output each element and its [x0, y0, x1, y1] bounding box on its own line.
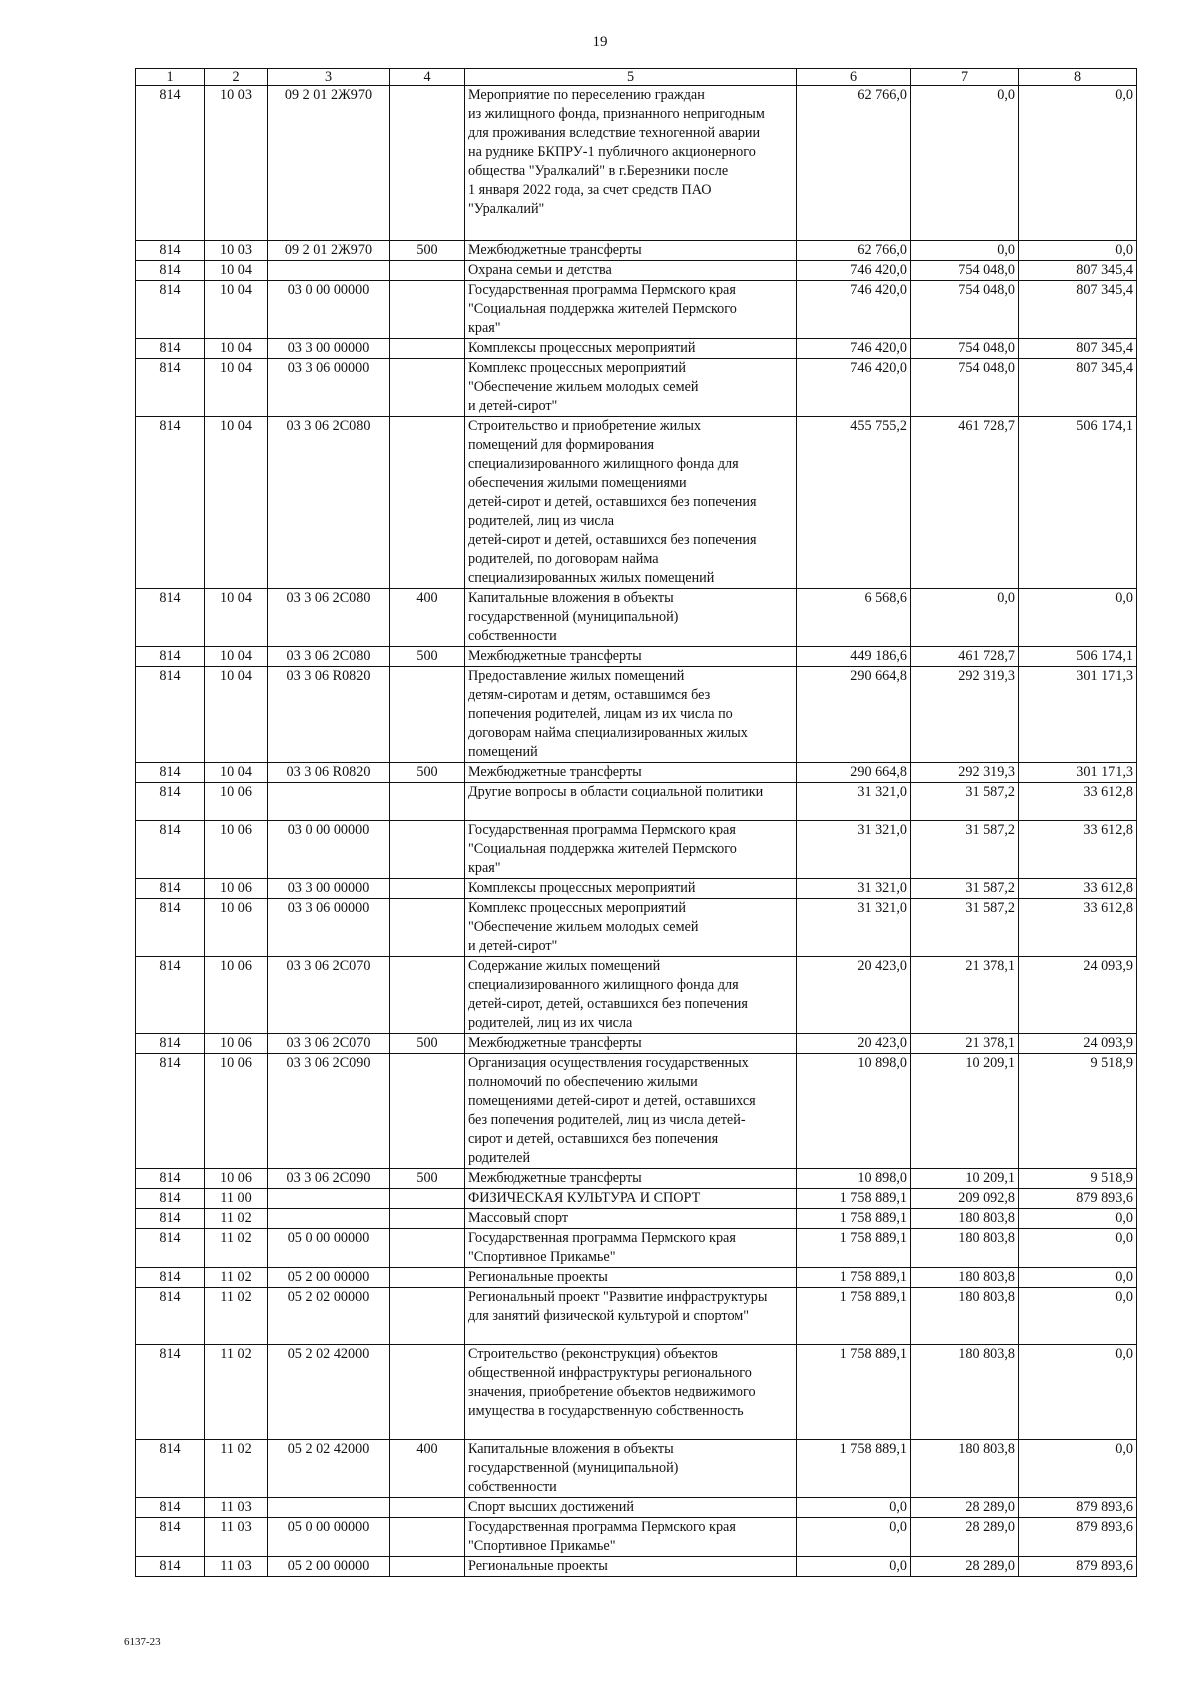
- table-row: [136, 1345, 1137, 1440]
- description-cell: Региональные проекты: [465, 1268, 797, 1288]
- amount-year3-cell: 24 093,9: [1019, 1034, 1137, 1054]
- code-admin-cell: 814: [136, 1189, 205, 1209]
- expense-type-cell: [390, 821, 465, 879]
- amount-year3-cell: 33 612,8: [1019, 899, 1137, 957]
- description-cell: Строительство и приобретение жилых помещений для формирования специализированного жилищного фонда для обеспечения жилыми помещениями детей-сирот и детей, оставшихся без попечения родителей, лиц из числа детей-сирот и детей, оставшихся без попечения родителей, по договорам найма специализированных жилых помещений: [465, 417, 797, 589]
- table-row: [136, 417, 1137, 589]
- amount-year3-cell: 301 171,3: [1019, 763, 1137, 783]
- section-cell: 11 02: [205, 1268, 268, 1288]
- amount-year2-cell: 461 728,7: [911, 417, 1019, 589]
- amount-year3-cell: 879 893,6: [1019, 1189, 1137, 1209]
- amount-year1-cell: 1 758 889,1: [797, 1189, 911, 1209]
- code-admin-cell: 814: [136, 281, 205, 339]
- target-article-cell: 03 3 06 R0820: [268, 667, 390, 763]
- description-cell: Капитальные вложения в объекты государственной (муниципальной) собственности: [465, 1440, 797, 1498]
- table-row: [136, 667, 1137, 763]
- code-admin-cell: 814: [136, 1209, 205, 1229]
- code-admin-cell: 814: [136, 957, 205, 1034]
- target-article-cell: 03 3 06 2С080: [268, 589, 390, 647]
- table-body: [136, 86, 1137, 1577]
- expense-type-cell: 400: [390, 1440, 465, 1498]
- target-article-cell: 05 2 02 42000: [268, 1345, 390, 1440]
- column-header: 2: [205, 69, 268, 86]
- amount-year1-cell: 746 420,0: [797, 339, 911, 359]
- code-admin-cell: 814: [136, 1440, 205, 1498]
- table-row: [136, 1189, 1137, 1209]
- table-row: [136, 339, 1137, 359]
- amount-year1-cell: 746 420,0: [797, 261, 911, 281]
- amount-year2-cell: 28 289,0: [911, 1498, 1019, 1518]
- target-article-cell: 03 3 06 2С080: [268, 647, 390, 667]
- section-cell: 10 04: [205, 261, 268, 281]
- code-admin-cell: 814: [136, 783, 205, 821]
- amount-year2-cell: 754 048,0: [911, 359, 1019, 417]
- code-admin-cell: 814: [136, 417, 205, 589]
- section-cell: 10 04: [205, 417, 268, 589]
- amount-year3-cell: 301 171,3: [1019, 667, 1137, 763]
- code-admin-cell: 814: [136, 339, 205, 359]
- column-header: 1: [136, 69, 205, 86]
- table-row: [136, 783, 1137, 821]
- description-cell: Государственная программа Пермского края "Социальная поддержка жителей Пермского края": [465, 821, 797, 879]
- amount-year3-cell: 0,0: [1019, 241, 1137, 261]
- amount-year3-cell: 33 612,8: [1019, 879, 1137, 899]
- amount-year3-cell: 9 518,9: [1019, 1054, 1137, 1169]
- expense-type-cell: 500: [390, 241, 465, 261]
- budget-table: [135, 68, 1137, 1577]
- description-cell: Содержание жилых помещений специализированного жилищного фонда для детей-сирот, детей, оставшихся без попечения родителей, лиц из их числа: [465, 957, 797, 1034]
- code-admin-cell: 814: [136, 1288, 205, 1345]
- amount-year1-cell: 1 758 889,1: [797, 1229, 911, 1268]
- amount-year1-cell: 449 186,6: [797, 647, 911, 667]
- amount-year2-cell: 754 048,0: [911, 281, 1019, 339]
- amount-year1-cell: 1 758 889,1: [797, 1288, 911, 1345]
- table-row: [136, 899, 1137, 957]
- target-article-cell: 05 0 00 00000: [268, 1518, 390, 1557]
- target-article-cell: 03 3 06 2С090: [268, 1054, 390, 1169]
- expense-type-cell: [390, 1498, 465, 1518]
- code-admin-cell: 814: [136, 359, 205, 417]
- description-cell: Государственная программа Пермского края "Спортивное Прикамье": [465, 1518, 797, 1557]
- expense-type-cell: [390, 1189, 465, 1209]
- amount-year2-cell: 31 587,2: [911, 879, 1019, 899]
- description-cell: Массовый спорт: [465, 1209, 797, 1229]
- amount-year1-cell: 10 898,0: [797, 1054, 911, 1169]
- section-cell: 10 06: [205, 879, 268, 899]
- amount-year1-cell: 0,0: [797, 1518, 911, 1557]
- code-admin-cell: 814: [136, 1268, 205, 1288]
- description-cell: Комплексы процессных мероприятий: [465, 879, 797, 899]
- amount-year2-cell: 31 587,2: [911, 783, 1019, 821]
- expense-type-cell: [390, 667, 465, 763]
- amount-year2-cell: 180 803,8: [911, 1440, 1019, 1498]
- target-article-cell: [268, 783, 390, 821]
- section-cell: 10 06: [205, 783, 268, 821]
- target-article-cell: 03 3 06 00000: [268, 899, 390, 957]
- amount-year1-cell: 20 423,0: [797, 1034, 911, 1054]
- target-article-cell: 03 3 06 2С090: [268, 1169, 390, 1189]
- description-cell: Межбюджетные трансферты: [465, 647, 797, 667]
- amount-year1-cell: 31 321,0: [797, 821, 911, 879]
- amount-year3-cell: 24 093,9: [1019, 957, 1137, 1034]
- amount-year1-cell: 0,0: [797, 1557, 911, 1577]
- section-cell: 11 02: [205, 1345, 268, 1440]
- amount-year3-cell: 879 893,6: [1019, 1498, 1137, 1518]
- section-cell: 11 02: [205, 1440, 268, 1498]
- target-article-cell: [268, 1189, 390, 1209]
- description-cell: Государственная программа Пермского края "Социальная поддержка жителей Пермского края": [465, 281, 797, 339]
- section-cell: 10 04: [205, 339, 268, 359]
- code-admin-cell: 814: [136, 1034, 205, 1054]
- code-admin-cell: 814: [136, 667, 205, 763]
- amount-year2-cell: 0,0: [911, 589, 1019, 647]
- page-number: 19: [592, 34, 608, 50]
- amount-year1-cell: 20 423,0: [797, 957, 911, 1034]
- section-cell: 10 04: [205, 647, 268, 667]
- code-admin-cell: 814: [136, 1054, 205, 1169]
- amount-year1-cell: 31 321,0: [797, 899, 911, 957]
- table-row: [136, 241, 1137, 261]
- amount-year2-cell: 31 587,2: [911, 821, 1019, 879]
- amount-year2-cell: 209 092,8: [911, 1189, 1019, 1209]
- description-cell: ФИЗИЧЕСКАЯ КУЛЬТУРА И СПОРТ: [465, 1189, 797, 1209]
- target-article-cell: 05 2 02 42000: [268, 1440, 390, 1498]
- amount-year1-cell: 31 321,0: [797, 783, 911, 821]
- expense-type-cell: [390, 783, 465, 821]
- column-header: 8: [1019, 69, 1137, 86]
- code-admin-cell: 814: [136, 763, 205, 783]
- target-article-cell: [268, 1498, 390, 1518]
- target-article-cell: 03 3 06 2С070: [268, 957, 390, 1034]
- code-admin-cell: 814: [136, 589, 205, 647]
- expense-type-cell: 400: [390, 589, 465, 647]
- target-article-cell: 03 3 00 00000: [268, 339, 390, 359]
- description-cell: Спорт высших достижений: [465, 1498, 797, 1518]
- table-row: [136, 821, 1137, 879]
- section-cell: 10 03: [205, 241, 268, 261]
- section-cell: 10 06: [205, 1034, 268, 1054]
- description-cell: Организация осуществления государственных полномочий по обеспечению жилыми помещениями детей-сирот и детей, оставшихся без попечения родителей, лиц из числа детей- сирот и детей, оставшихся без попечения родителей: [465, 1054, 797, 1169]
- amount-year1-cell: 1 758 889,1: [797, 1209, 911, 1229]
- amount-year3-cell: 33 612,8: [1019, 821, 1137, 879]
- table-row: [136, 1229, 1137, 1268]
- section-cell: 10 04: [205, 667, 268, 763]
- header-row: [136, 69, 1137, 86]
- amount-year1-cell: 1 758 889,1: [797, 1268, 911, 1288]
- amount-year1-cell: 0,0: [797, 1498, 911, 1518]
- table-row: [136, 1288, 1137, 1345]
- section-cell: 11 00: [205, 1189, 268, 1209]
- table-row: [136, 647, 1137, 667]
- section-cell: 11 03: [205, 1557, 268, 1577]
- code-admin-cell: 814: [136, 879, 205, 899]
- column-header: 7: [911, 69, 1019, 86]
- document-code: 6137-23: [124, 1636, 161, 1648]
- description-cell: Межбюджетные трансферты: [465, 1169, 797, 1189]
- section-cell: 11 02: [205, 1209, 268, 1229]
- amount-year1-cell: 455 755,2: [797, 417, 911, 589]
- amount-year3-cell: 807 345,4: [1019, 339, 1137, 359]
- column-header: 4: [390, 69, 465, 86]
- table-row: [136, 359, 1137, 417]
- amount-year2-cell: 21 378,1: [911, 957, 1019, 1034]
- amount-year3-cell: 0,0: [1019, 1440, 1137, 1498]
- amount-year2-cell: 180 803,8: [911, 1288, 1019, 1345]
- amount-year1-cell: 290 664,8: [797, 763, 911, 783]
- expense-type-cell: [390, 957, 465, 1034]
- section-cell: 10 06: [205, 1054, 268, 1169]
- target-article-cell: 03 3 06 2С080: [268, 417, 390, 589]
- table-row: [136, 1169, 1137, 1189]
- code-admin-cell: 814: [136, 647, 205, 667]
- table-row: [136, 1209, 1137, 1229]
- table-row: [136, 281, 1137, 339]
- amount-year3-cell: 506 174,1: [1019, 417, 1137, 589]
- expense-type-cell: [390, 1229, 465, 1268]
- expense-type-cell: [390, 899, 465, 957]
- section-cell: 10 06: [205, 1169, 268, 1189]
- table-row: [136, 1034, 1137, 1054]
- amount-year1-cell: 31 321,0: [797, 879, 911, 899]
- target-article-cell: 05 2 00 00000: [268, 1557, 390, 1577]
- amount-year1-cell: 290 664,8: [797, 667, 911, 763]
- code-admin-cell: 814: [136, 1229, 205, 1268]
- description-cell: Комплекс процессных мероприятий "Обеспечение жильем молодых семей и детей-сирот": [465, 899, 797, 957]
- amount-year1-cell: 746 420,0: [797, 359, 911, 417]
- description-cell: Региональный проект "Развитие инфраструктуры для занятий физической культурой и спортом": [465, 1288, 797, 1345]
- code-admin-cell: 814: [136, 86, 205, 241]
- expense-type-cell: [390, 879, 465, 899]
- expense-type-cell: [390, 1518, 465, 1557]
- table-row: [136, 957, 1137, 1034]
- amount-year3-cell: 879 893,6: [1019, 1518, 1137, 1557]
- code-admin-cell: 814: [136, 1498, 205, 1518]
- amount-year3-cell: 0,0: [1019, 1345, 1137, 1440]
- section-cell: 10 06: [205, 957, 268, 1034]
- code-admin-cell: 814: [136, 261, 205, 281]
- expense-type-cell: [390, 1557, 465, 1577]
- amount-year2-cell: 292 319,3: [911, 667, 1019, 763]
- amount-year2-cell: 180 803,8: [911, 1229, 1019, 1268]
- amount-year3-cell: 879 893,6: [1019, 1557, 1137, 1577]
- amount-year3-cell: 9 518,9: [1019, 1169, 1137, 1189]
- target-article-cell: 03 3 00 00000: [268, 879, 390, 899]
- section-cell: 10 06: [205, 899, 268, 957]
- target-article-cell: [268, 261, 390, 281]
- amount-year3-cell: 33 612,8: [1019, 783, 1137, 821]
- amount-year1-cell: 62 766,0: [797, 86, 911, 241]
- amount-year2-cell: 461 728,7: [911, 647, 1019, 667]
- description-cell: Комплексы процессных мероприятий: [465, 339, 797, 359]
- column-header: 6: [797, 69, 911, 86]
- target-article-cell: 03 0 00 00000: [268, 821, 390, 879]
- table-row: [136, 1557, 1137, 1577]
- description-cell: Другие вопросы в области социальной политики: [465, 783, 797, 821]
- expense-type-cell: [390, 1268, 465, 1288]
- description-cell: Региональные проекты: [465, 1557, 797, 1577]
- expense-type-cell: [390, 339, 465, 359]
- code-admin-cell: 814: [136, 1169, 205, 1189]
- code-admin-cell: 814: [136, 241, 205, 261]
- amount-year3-cell: 506 174,1: [1019, 647, 1137, 667]
- amount-year2-cell: 28 289,0: [911, 1557, 1019, 1577]
- column-header: 5: [465, 69, 797, 86]
- description-cell: Государственная программа Пермского края "Спортивное Прикамье": [465, 1229, 797, 1268]
- amount-year3-cell: 0,0: [1019, 1288, 1137, 1345]
- description-cell: Капитальные вложения в объекты государственной (муниципальной) собственности: [465, 589, 797, 647]
- amount-year3-cell: 0,0: [1019, 86, 1137, 241]
- section-cell: 11 02: [205, 1288, 268, 1345]
- target-article-cell: 03 3 06 2С070: [268, 1034, 390, 1054]
- amount-year2-cell: 754 048,0: [911, 339, 1019, 359]
- amount-year3-cell: 0,0: [1019, 589, 1137, 647]
- target-article-cell: 05 0 00 00000: [268, 1229, 390, 1268]
- section-cell: 11 03: [205, 1518, 268, 1557]
- expense-type-cell: 500: [390, 647, 465, 667]
- amount-year2-cell: 28 289,0: [911, 1518, 1019, 1557]
- code-admin-cell: 814: [136, 1557, 205, 1577]
- amount-year2-cell: 292 319,3: [911, 763, 1019, 783]
- table-row: [136, 261, 1137, 281]
- amount-year2-cell: 31 587,2: [911, 899, 1019, 957]
- target-article-cell: 09 2 01 2Ж970: [268, 241, 390, 261]
- section-cell: 10 06: [205, 821, 268, 879]
- target-article-cell: 09 2 01 2Ж970: [268, 86, 390, 241]
- expense-type-cell: [390, 1288, 465, 1345]
- expense-type-cell: 500: [390, 1034, 465, 1054]
- amount-year2-cell: 0,0: [911, 86, 1019, 241]
- table-row: [136, 86, 1137, 241]
- expense-type-cell: [390, 359, 465, 417]
- description-cell: Предоставление жилых помещений детям-сиротам и детям, оставшимся без попечения родителей, лицам из их числа по договорам найма специализированных жилых помещений: [465, 667, 797, 763]
- section-cell: 10 04: [205, 281, 268, 339]
- target-article-cell: 05 2 02 00000: [268, 1288, 390, 1345]
- expense-type-cell: [390, 1054, 465, 1169]
- target-article-cell: 05 2 00 00000: [268, 1268, 390, 1288]
- column-header: 3: [268, 69, 390, 86]
- section-cell: 10 04: [205, 359, 268, 417]
- amount-year2-cell: 754 048,0: [911, 261, 1019, 281]
- amount-year2-cell: 180 803,8: [911, 1209, 1019, 1229]
- table-row: [136, 879, 1137, 899]
- amount-year1-cell: 10 898,0: [797, 1169, 911, 1189]
- table-row: [136, 1498, 1137, 1518]
- amount-year2-cell: 180 803,8: [911, 1268, 1019, 1288]
- target-article-cell: [268, 1209, 390, 1229]
- expense-type-cell: [390, 1209, 465, 1229]
- amount-year2-cell: 180 803,8: [911, 1345, 1019, 1440]
- description-cell: Охрана семьи и детства: [465, 261, 797, 281]
- description-cell: Межбюджетные трансферты: [465, 1034, 797, 1054]
- description-cell: Межбюджетные трансферты: [465, 241, 797, 261]
- code-admin-cell: 814: [136, 1345, 205, 1440]
- table-row: [136, 1054, 1137, 1169]
- target-article-cell: 03 3 06 00000: [268, 359, 390, 417]
- expense-type-cell: [390, 417, 465, 589]
- expense-type-cell: [390, 1345, 465, 1440]
- amount-year3-cell: 807 345,4: [1019, 359, 1137, 417]
- amount-year3-cell: 807 345,4: [1019, 281, 1137, 339]
- table-row: [136, 589, 1137, 647]
- target-article-cell: 03 3 06 R0820: [268, 763, 390, 783]
- table-row: [136, 1440, 1137, 1498]
- amount-year2-cell: 10 209,1: [911, 1169, 1019, 1189]
- code-admin-cell: 814: [136, 821, 205, 879]
- section-cell: 10 04: [205, 589, 268, 647]
- section-cell: 10 04: [205, 763, 268, 783]
- expense-type-cell: [390, 86, 465, 241]
- target-article-cell: 03 0 00 00000: [268, 281, 390, 339]
- amount-year1-cell: 6 568,6: [797, 589, 911, 647]
- amount-year3-cell: 0,0: [1019, 1268, 1137, 1288]
- amount-year1-cell: 746 420,0: [797, 281, 911, 339]
- expense-type-cell: 500: [390, 1169, 465, 1189]
- section-cell: 11 02: [205, 1229, 268, 1268]
- description-cell: Комплекс процессных мероприятий "Обеспечение жильем молодых семей и детей-сирот": [465, 359, 797, 417]
- expense-type-cell: [390, 281, 465, 339]
- amount-year2-cell: 0,0: [911, 241, 1019, 261]
- code-admin-cell: 814: [136, 1518, 205, 1557]
- description-cell: Межбюджетные трансферты: [465, 763, 797, 783]
- amount-year3-cell: 0,0: [1019, 1209, 1137, 1229]
- amount-year3-cell: 807 345,4: [1019, 261, 1137, 281]
- section-cell: 11 03: [205, 1498, 268, 1518]
- amount-year1-cell: 1 758 889,1: [797, 1440, 911, 1498]
- description-cell: Строительство (реконструкция) объектов общественной инфраструктуры регионального значения, приобретение объектов недвижимого имущества в государственную собственность: [465, 1345, 797, 1440]
- amount-year3-cell: 0,0: [1019, 1229, 1137, 1268]
- description-cell: Мероприятие по переселению граждан из жилищного фонда, признанного непригодным для проживания вследствие техногенной аварии на руднике БКПРУ-1 публичного акционерного общества "Уралкалий" в г.Березники после 1 января 2022 года, за счет средств ПАО "Уралкалий": [465, 86, 797, 241]
- amount-year1-cell: 62 766,0: [797, 241, 911, 261]
- amount-year1-cell: 1 758 889,1: [797, 1345, 911, 1440]
- code-admin-cell: 814: [136, 899, 205, 957]
- expense-type-cell: 500: [390, 763, 465, 783]
- amount-year2-cell: 10 209,1: [911, 1054, 1019, 1169]
- amount-year2-cell: 21 378,1: [911, 1034, 1019, 1054]
- table-row: [136, 1268, 1137, 1288]
- table-row: [136, 1518, 1137, 1557]
- expense-type-cell: [390, 261, 465, 281]
- section-cell: 10 03: [205, 86, 268, 241]
- table-row: [136, 763, 1137, 783]
